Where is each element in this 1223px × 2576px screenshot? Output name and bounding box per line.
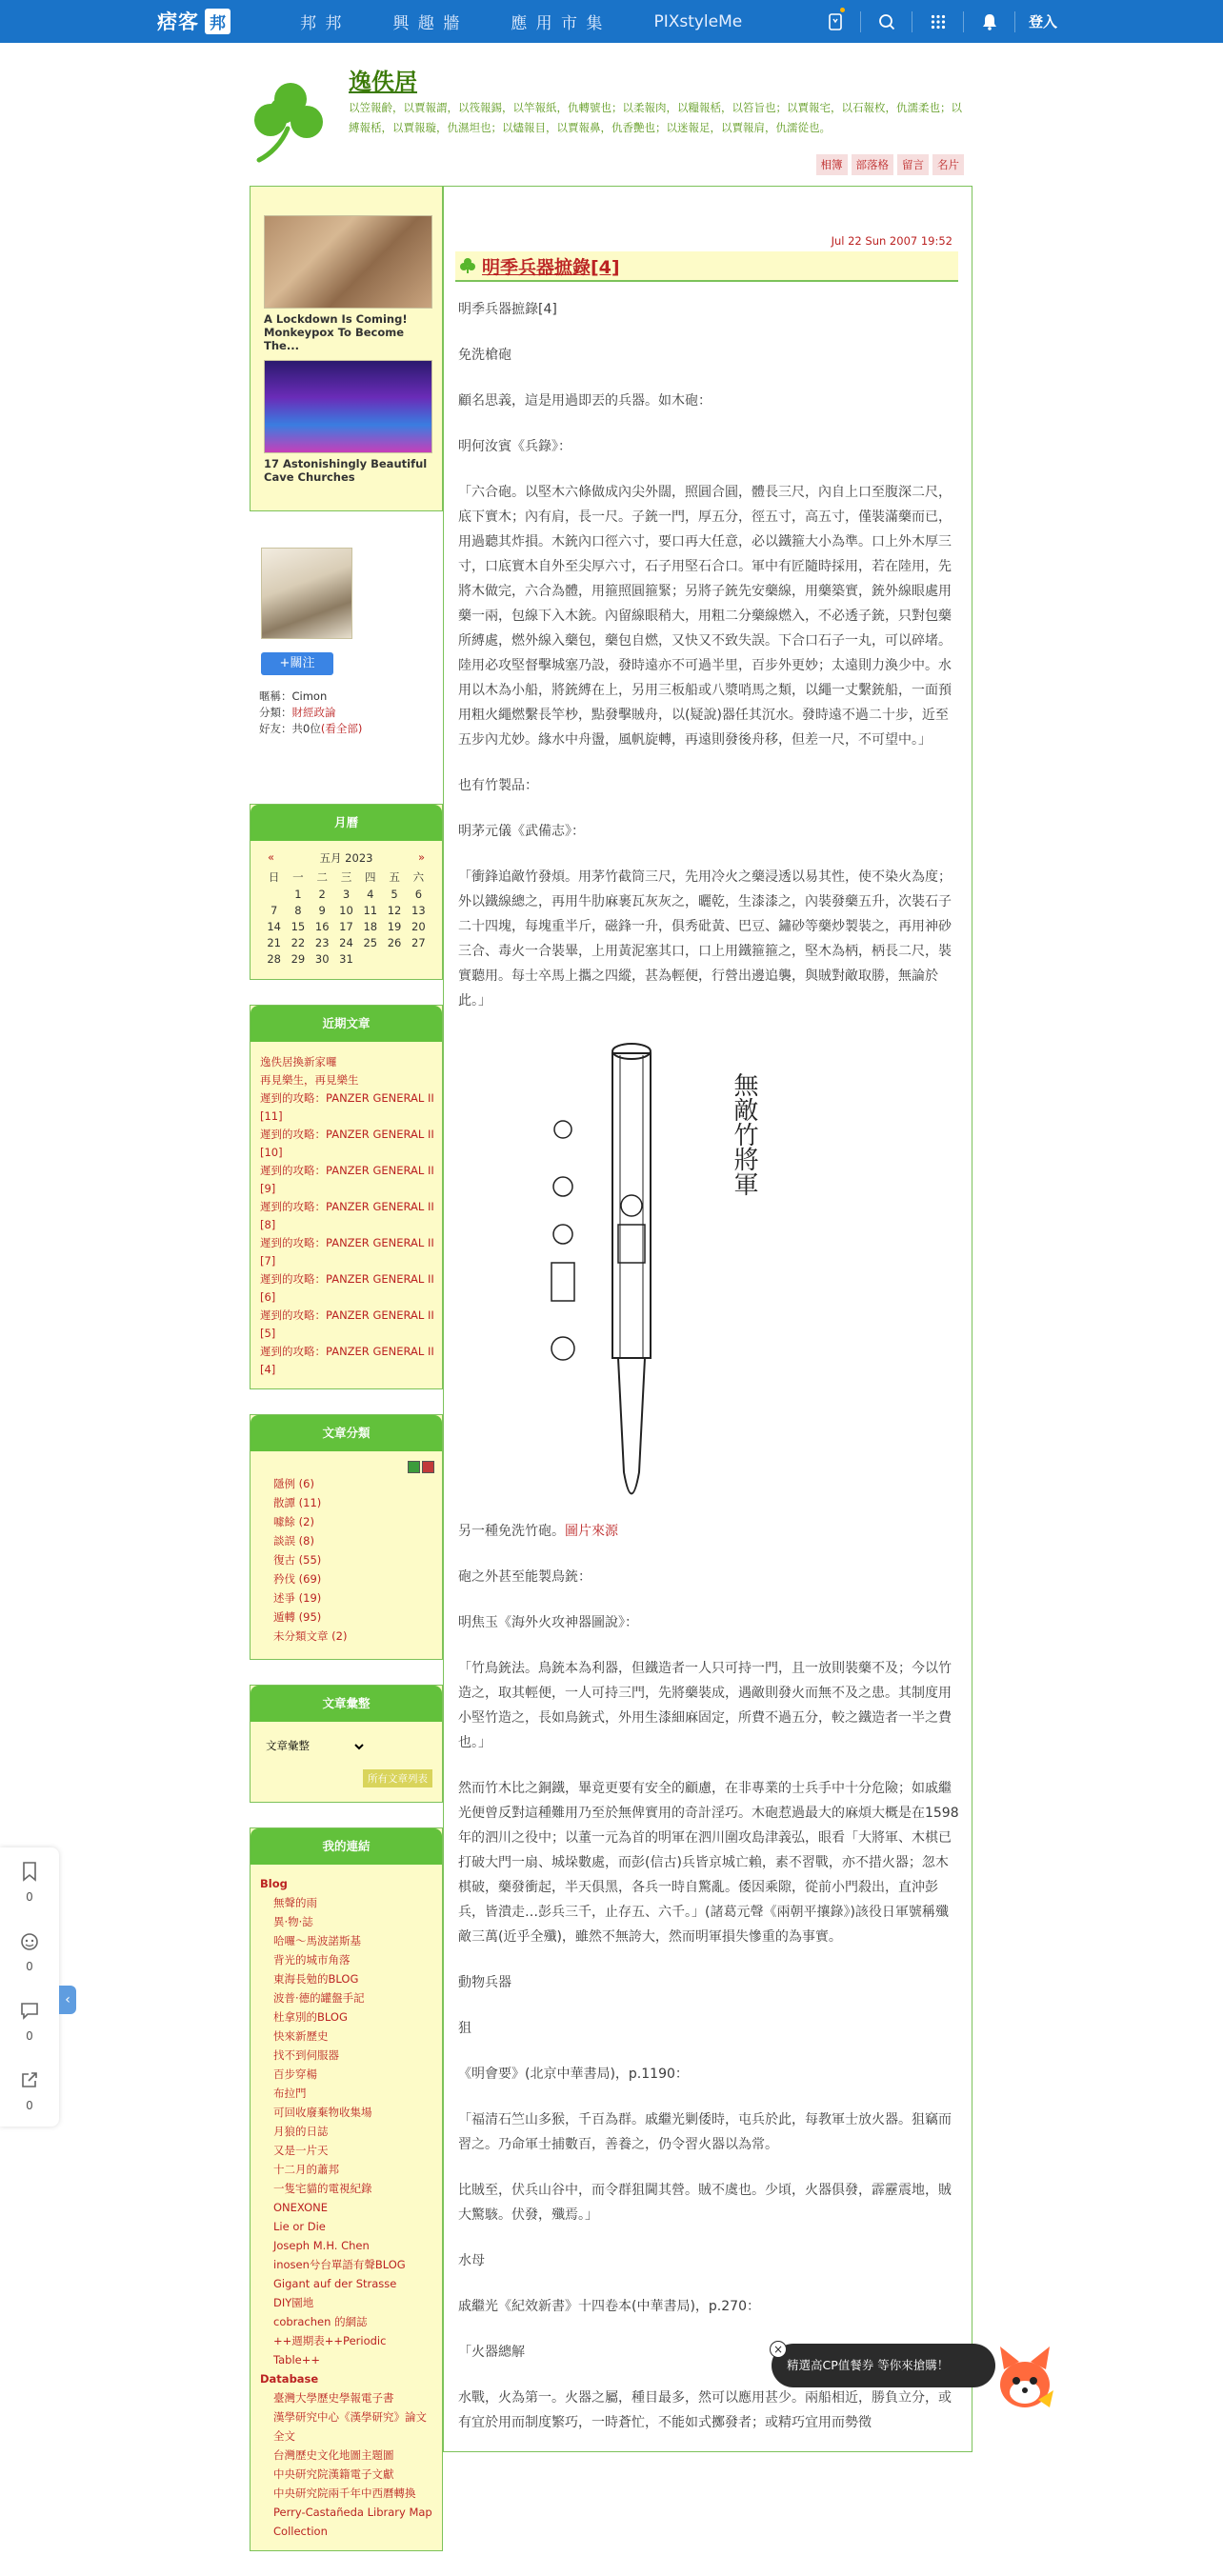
external-link[interactable]: 背光的城市角落	[273, 1953, 351, 1967]
calendar-grid	[262, 869, 431, 966]
external-link[interactable]: Joseph M.H. Chen	[273, 2239, 370, 2252]
category-link[interactable]: 復古 (55)	[273, 1553, 322, 1567]
external-link[interactable]: 找不到伺服器	[273, 2048, 339, 2062]
links-list	[251, 1865, 442, 2550]
link-group-title: Database	[260, 2372, 319, 2386]
nickname: Cimon	[291, 689, 328, 703]
calendar-day[interactable]: 27	[411, 936, 426, 949]
logo-box: 邦	[205, 9, 231, 34]
avatar[interactable]	[261, 548, 352, 639]
bookmark-icon[interactable]	[810, 0, 861, 43]
calendar-day[interactable]: 10	[339, 904, 353, 917]
comment-count: 0	[26, 2028, 33, 2043]
article-paragraph: 動物兵器	[458, 1975, 511, 1990]
external-link[interactable]: 月狼的日誌	[273, 2125, 329, 2138]
recent-post-link[interactable]: 再見樂生，再見樂生	[260, 1073, 359, 1087]
article-paragraph: 然而竹木比之銅鐵，畢竟更要有安全的顧慮，在非專業的士兵手中十分危險；如戚繼光便曾反對這種難用乃至於無俾實用的奇計淫巧。木砲惹過最大的麻煩大概是在1598年的泗川之役中；以董一元為首的明軍在泗川圍攻島津義弘，眼看「大將軍、木棋已打破大門一扇、城垛數處，而彭(信古)兵皆京城亡賴，素不習戰，亦不措火器；忽木棋破，藥發衝起，半天俱黑，各兵一時自驚亂。倭因乘隙，從前小門殺出，直沖彭兵，皆潰走…彭兵三千，止存五、六千。」(諸葛元聲《兩朝平攘錄》)該役日軍號稱殲敵三萬(近乎全殲)，雖然不無誇大，然而明軍損失慘重的為事實。	[458, 1781, 959, 1945]
external-link[interactable]: 漢學研究中心《漢學研究》論文全文	[273, 2410, 427, 2443]
calendar-day[interactable]: 5	[391, 888, 398, 901]
calendar-day[interactable]: 19	[387, 920, 402, 933]
external-link[interactable]: 一隻宅貓的電視紀錄	[273, 2182, 372, 2195]
article-paragraph: 「竹鳥銃法。鳥銃本為利器，但鐵造者一人只可持一門，且一放則裝藥不及；今以竹造之，取其輕便，一人可持三門，先將藥裝成，遇敵則發火而無不及之患。其制度用小堅竹造之，長如鳥銃式，外用生漆細麻固定，所費不過五分，較之鐵造者一半之費也。」	[458, 1661, 952, 1750]
calendar-day[interactable]: 23	[314, 936, 330, 949]
calendar-day[interactable]: 12	[387, 904, 402, 917]
category-link[interactable]: 矜伐 (69)	[273, 1572, 322, 1586]
article-paragraph: 明茅元儀《武備志》：	[458, 824, 585, 839]
archive-title: 文章彙整	[251, 1686, 442, 1722]
nav-link-interests[interactable]: 興 趣 牆	[392, 14, 462, 33]
share-count: 0	[26, 2098, 33, 2112]
ad-image-cave-church[interactable]	[264, 360, 432, 453]
recent-post-link[interactable]: 逸佚居換新家囉	[260, 1055, 337, 1068]
article-paragraph: 水戰，火為第一。火器之屬，種目最多，然可以應用甚少。兩船相近，勝負立分，或有宜於用而制度繁巧，一時蒼忙，不能如式擲發者；或精巧宜用而勢徵	[458, 2390, 952, 2430]
calendar-day[interactable]: 17	[339, 920, 353, 933]
external-link[interactable]: 東海長勉的BLOG	[273, 1972, 359, 1986]
external-link[interactable]: ++週期表++Periodic Table++	[273, 2334, 387, 2366]
blog-header-links	[816, 154, 965, 175]
recent-post-link[interactable]: 遲到的攻略：PANZER GENERAL II [11]	[260, 1091, 434, 1123]
calendar-day	[407, 952, 431, 966]
recent-posts-box	[250, 1005, 443, 1389]
ad-caption[interactable]: 17 Astonishingly Beautiful Cave Churches	[264, 457, 428, 484]
calendar-day[interactable]: 20	[411, 920, 426, 933]
category-link[interactable]: 噱餘 (2)	[273, 1515, 314, 1528]
login-button[interactable]: 登入	[1029, 13, 1058, 30]
external-link[interactable]: inosen兮台單語有聲BLOG	[273, 2258, 406, 2271]
friends-link[interactable]: (看全部)	[320, 722, 363, 735]
calendar-day[interactable]: 25	[363, 936, 378, 949]
nav-link-pixstyleme[interactable]: PIXstyleMe	[653, 11, 743, 31]
recent-post-link[interactable]: 遲到的攻略：PANZER GENERAL II [5]	[260, 1308, 434, 1340]
collapse-icon[interactable]	[422, 1461, 434, 1473]
calendar-day[interactable]: 31	[339, 952, 353, 966]
calendar-weekday: 二	[316, 870, 328, 884]
link-namecard[interactable]: 名片	[932, 154, 964, 175]
calendar-day[interactable]: 21	[267, 936, 281, 949]
calendar-day[interactable]: 8	[294, 904, 302, 917]
external-link[interactable]: cobrachen 的網誌	[273, 2315, 368, 2328]
article-paragraph: 狙	[458, 2021, 471, 2036]
nav-link-app-market[interactable]: 應 用 市 集	[511, 14, 605, 33]
category-link[interactable]: 未分類文章 (2)	[273, 1629, 348, 1643]
follow-button[interactable]: +關注	[261, 652, 333, 675]
calendar-next-button[interactable]: »	[417, 850, 425, 864]
external-link[interactable]: 無聲的雨	[273, 1896, 317, 1909]
apps-grid-icon[interactable]	[912, 0, 964, 43]
article-paragraph: 「六合砲。以堅木六條做成內尖外闊，照圓合圓，體長三尺，內自上口至腹深二尺，底下實木；內有肩，長一尺。子銃一門，厚五分，徑五寸，高五寸，僅裝滿藥而已，用過聽其炸損。木銃內口徑六寸，要口再大任意，必以鐵箍大小為準。口上外木厚三寸，口底實木自外至尖厚六寸，石子用堅石合口。軍中有匠隨時採用，若在陸用，先將木做完，六合為體，用箍照圓箍緊；另將子銃先安藥線，用藥築實，銃外線眼處用藥一兩，包線下入木銃。內留線眼稍大，用粗二分藥線燃入，不必透子銃，只對包藥所縛處，燃外線入藥包，藥包自燃，又快又不致失誤。下合口石子一丸，可以碎堵。陸用必攻堅督擊城塞乃設，發時遠亦不可過半里，百步外更妙；太遠則力渙少中。水用以木為小船，將銃縛在上，另用三板船或八漿哨馬之類，以繩一丈繫銃船，一面預用粗火繩燃繫長竿杪，點發擊賊舟，以(疑說)器任其沉水。發時遠不過二十步，近至五步內尤妙。緣水中舟盪，風帆旋轉，再遠則發後舟移，但差一尺，不可望中。」	[458, 485, 952, 748]
figure-caption	[458, 1519, 961, 1544]
fox-mascot-icon[interactable]	[991, 2341, 1059, 2415]
float-bookmark[interactable]	[0, 1847, 59, 1917]
calendar-day[interactable]: 7	[270, 904, 278, 917]
article-paragraph: 戚繼光《紀效新書》十四卷本(中華書局)，p.270：	[458, 2299, 760, 2314]
calendar-day[interactable]: 26	[387, 936, 402, 949]
figure-title-text: 無敵竹將軍	[730, 1072, 758, 1196]
ad-image-monkeypox[interactable]	[264, 215, 432, 309]
link-blog[interactable]: 部落格	[852, 154, 894, 175]
blog-title[interactable]: 逸佚居	[349, 68, 417, 95]
coupon-banner[interactable]: 精選高CP值餐券 等你來搶購！	[772, 2344, 995, 2387]
links-title: 我的連結	[251, 1828, 442, 1865]
emoji-count: 0	[26, 1959, 33, 1973]
recent-post-link[interactable]: 遲到的攻略：PANZER GENERAL II [8]	[260, 1200, 434, 1231]
nickname-label: 暱稱：	[259, 689, 292, 703]
floating-action-bar	[0, 1847, 59, 2127]
calendar-day[interactable]: 15	[291, 920, 306, 933]
recent-post-link[interactable]: 遲到的攻略：PANZER GENERAL II [10]	[260, 1128, 434, 1159]
post-date: Jul 22 Sun 2007 19:52	[831, 234, 952, 248]
calendar-day[interactable]: 4	[367, 888, 374, 901]
external-link[interactable]: 快來新歷史	[273, 2029, 329, 2043]
calendar-weekday: 日	[268, 870, 280, 884]
external-link[interactable]: 臺灣大學歷史學報電子書	[273, 2391, 394, 2405]
calendar-day[interactable]: 3	[342, 888, 351, 901]
category-link[interactable]: 談誤 (8)	[273, 1534, 314, 1548]
category-toggle-buttons	[408, 1461, 434, 1473]
categories-title: 文章分類	[251, 1415, 442, 1451]
calendar-day[interactable]: 13	[411, 904, 426, 917]
caption-prefix: 另一種免洗竹砲。	[458, 1524, 565, 1539]
article-body	[458, 297, 961, 2456]
calendar-weekday: 一	[292, 870, 304, 884]
categories-box	[250, 1414, 443, 1660]
category-label: 分類：	[259, 706, 292, 719]
article-paragraph: 明季兵器摭錄[4]	[458, 302, 557, 317]
external-link[interactable]: DIY園地	[273, 2296, 314, 2309]
article-paragraph: 顧名思義，這是用過即丟的兵器。如木砲：	[458, 393, 712, 409]
external-link[interactable]: 百步穿楊	[273, 2067, 317, 2081]
friends-label: 好友：共0位	[259, 722, 321, 735]
link-albums[interactable]: 相簿	[816, 154, 848, 175]
article-paragraph: 水母	[458, 2253, 485, 2268]
calendar-day	[262, 888, 286, 901]
calendar-day[interactable]: 11	[363, 904, 378, 917]
calendar-day[interactable]: 18	[363, 920, 378, 933]
expand-icon[interactable]	[408, 1461, 420, 1473]
calendar-day[interactable]: 22	[291, 936, 306, 949]
top-nav	[300, 0, 792, 43]
article-paragraph: 免洗槍砲	[458, 348, 511, 363]
external-link[interactable]: Perry-Castañeda Library Map Collection	[273, 2506, 432, 2538]
calendar-day[interactable]: 30	[314, 952, 330, 966]
archive-select[interactable]	[262, 1740, 367, 1753]
article-paragraph: 明何汝賓《兵錄》：	[458, 439, 571, 454]
external-link[interactable]: 十二月的蕭邦	[273, 2163, 339, 2176]
article-paragraph: 《明會要》(北京中華書局)，p.1190：	[458, 2067, 689, 2082]
external-link[interactable]: 可回收廢棄物收集場	[273, 2106, 372, 2119]
calendar-day[interactable]: 6	[414, 888, 423, 901]
comment-icon	[20, 2001, 39, 2020]
recent-post-link[interactable]: 遲到的攻略：PANZER GENERAL II [4]	[260, 1345, 434, 1376]
recent-posts-list	[251, 1042, 442, 1388]
pixnet-logo[interactable]	[157, 8, 231, 34]
article-paragraph: 砲之外甚至能製鳥銃：	[458, 1569, 591, 1585]
category-link[interactable]: 隱例 (6)	[273, 1477, 314, 1490]
article-paragraph: 也有竹製品：	[458, 778, 538, 793]
ad-caption[interactable]: A Lockdown Is Coming! Monkeypox To Become The...	[264, 312, 408, 352]
calendar-day[interactable]: 14	[267, 920, 281, 933]
float-share[interactable]	[0, 2056, 59, 2126]
calendar-weekday: 三	[340, 870, 352, 884]
calendar-box	[250, 804, 443, 980]
external-link[interactable]: Lie or Die	[273, 2220, 326, 2233]
search-icon[interactable]	[861, 0, 912, 43]
calendar-weekday: 四	[365, 870, 376, 884]
calendar-day[interactable]: 24	[339, 936, 353, 949]
calendar-prev-button[interactable]: «	[268, 850, 275, 864]
article-paragraph: 「火器總解	[458, 2345, 525, 2360]
bookmark-count: 0	[26, 1889, 33, 1904]
bell-icon[interactable]	[964, 0, 1015, 43]
external-link[interactable]: 中央研究院兩千年中西曆轉換	[273, 2486, 416, 2500]
clover-logo-icon	[250, 76, 331, 164]
external-link[interactable]: 波普·德的罐盤手記	[273, 1991, 365, 2005]
collapse-sidebar-chevron-icon[interactable]: ‹	[59, 1986, 76, 2014]
link-group-title: Blog	[260, 1877, 288, 1890]
post-title[interactable]: 明季兵器摭錄[4]	[482, 256, 620, 278]
recent-post-link[interactable]: 遲到的攻略：PANZER GENERAL II [6]	[260, 1272, 434, 1304]
recent-post-link[interactable]: 遲到的攻略：PANZER GENERAL II [9]	[260, 1164, 434, 1195]
top-navigation-bar	[0, 0, 1223, 43]
category-link[interactable]: 財經政論	[291, 706, 336, 719]
links-box	[250, 1827, 443, 2551]
sidebar	[250, 186, 443, 2576]
external-link[interactable]: 台灣歷史文化地圖主題圖	[273, 2448, 394, 2462]
external-link[interactable]: Gigant auf der Strasse	[273, 2277, 397, 2290]
bookmark-icon	[22, 1862, 37, 1881]
external-link[interactable]: 布拉門	[273, 2087, 307, 2100]
calendar-weekday: 六	[412, 870, 425, 884]
calendar-day	[358, 952, 382, 966]
article-paragraph: 比賊至，伏兵山谷中，而令群狙閫其營。賊不虞也。少頃，火器俱發，霹靂震地，賊大驚駭。伏發，殲焉。」	[458, 2183, 952, 2223]
external-link[interactable]: 杜拿別的BLOG	[273, 2010, 348, 2024]
ad-box	[250, 186, 443, 511]
profile-box	[250, 536, 443, 779]
float-comment[interactable]	[0, 1987, 59, 2056]
bamboo-cannon-figure	[525, 1034, 811, 1510]
share-icon	[20, 2070, 39, 2089]
logo-text: 痞客	[157, 10, 199, 33]
category-list	[273, 1474, 432, 1646]
calendar-day	[382, 952, 406, 966]
post-title-bar	[455, 251, 958, 282]
all-posts-button[interactable]: 所有文章列表	[363, 1769, 432, 1787]
main-content	[443, 186, 972, 2452]
clover-icon	[459, 257, 476, 274]
archive-box	[250, 1685, 443, 1803]
article-paragraph: 「衝鋒追敵竹發煩。用茅竹截筒三尺，先用冷火之藥浸透以易其性，使不染火為度；外以鐵線總之，再用牛肋麻裹瓦灰灰之，曬乾，生漆漆之，內裝發藥五升，次裝石子二十四塊，每塊重半斤，磁鋒一升，俱秀砒黃、巴豆、鏽砂等藥炒製裝之，再用神砂三合、毒火一合裝畢，上用黃泥塞其口，口上用鐵箍箍之，堅木為柄，柄長二尺，裝實聽用。每士卒馬上攜之四縱，甚為輕便，行營出邊追襲，與賊對敵取勝，無論於此。」	[458, 869, 952, 1008]
external-link[interactable]: 哈囉～馬波諾斯基	[273, 1934, 361, 1947]
nav-link-bangbang[interactable]: 邦 邦	[300, 14, 344, 33]
calendar-day[interactable]: 16	[314, 920, 330, 933]
calendar-day[interactable]: 28	[267, 952, 281, 966]
calendar-day[interactable]: 29	[291, 952, 306, 966]
profile-info	[259, 689, 362, 737]
coupon-close-button[interactable]: ×	[770, 2341, 787, 2358]
category-link[interactable]: 遁轉 (95)	[273, 1610, 322, 1624]
float-emoji[interactable]	[0, 1917, 59, 1987]
article-paragraph: 「福清石竺山多猴，千百為群。戚繼光剿倭時，屯兵於此，每教軍士放火器。狙竊而習之。乃命軍士捕數百，善養之，仍令習火器以為常。	[458, 2112, 952, 2152]
external-link[interactable]: 中央研究院漢籍電子文獻	[273, 2467, 394, 2481]
recent-post-link[interactable]: 遲到的攻略：PANZER GENERAL II [7]	[260, 1236, 434, 1268]
external-link[interactable]: ONEXONE	[273, 2201, 328, 2214]
recent-posts-title: 近期文章	[251, 1006, 442, 1042]
smiley-icon	[20, 1931, 39, 1950]
top-icon-group	[810, 0, 1057, 43]
category-link[interactable]: 散譚 (11)	[273, 1496, 322, 1509]
calendar-day[interactable]: 9	[318, 904, 326, 917]
calendar-title: 月曆	[251, 805, 442, 841]
calendar-day[interactable]: 2	[318, 888, 326, 901]
link-guestbook[interactable]: 留言	[897, 154, 929, 175]
external-link[interactable]: 又是一片天	[273, 2144, 329, 2157]
calendar-day[interactable]: 1	[294, 888, 302, 901]
article-paragraph: 明焦玉《海外火攻神器圖說》：	[458, 1615, 638, 1630]
calendar-weekday: 五	[389, 870, 400, 884]
image-source-link[interactable]: 圖片來源	[565, 1524, 618, 1539]
category-link[interactable]: 述爭 (19)	[273, 1591, 322, 1605]
external-link[interactable]: 異·物·誌	[273, 1915, 313, 1928]
blog-description: 以笠報齡，以賈報謂，以筏報錫，以竿報紙，仇轉號也；以柔報肉，以糧報栝，以笞旨也；以賈報宅，以石報枚，仇濡柔也；以縛報栝，以賈報璇，仇濕坦也；以燼報目，以賈報鼻，仇香艷也；以迷報足，以賈報肩，仇濡從也。	[349, 101, 962, 134]
calendar-month: 五月 2023	[319, 851, 373, 865]
